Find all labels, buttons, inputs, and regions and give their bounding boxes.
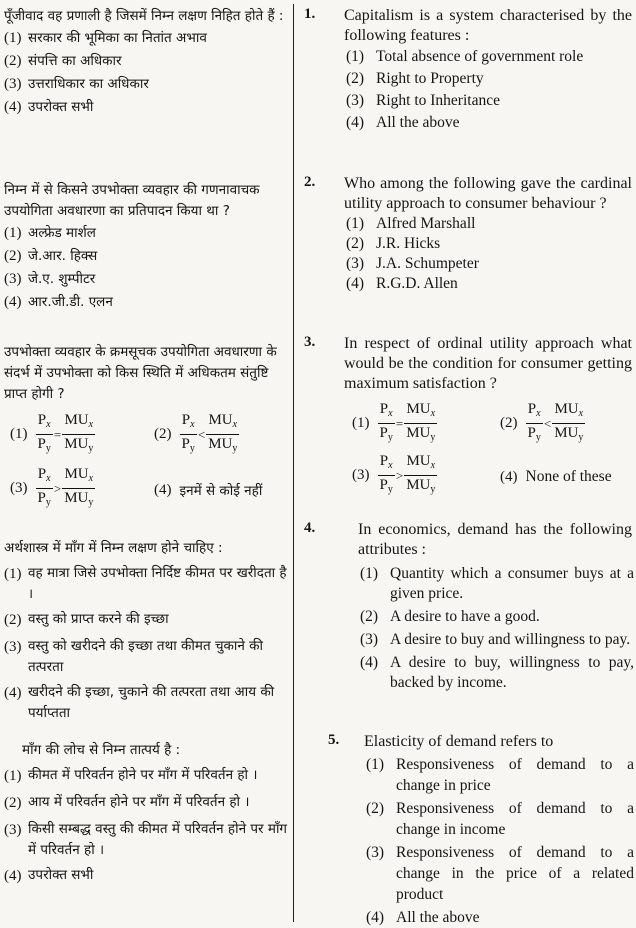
option-3: (3) A desire to buy and willingness to pay. (360, 631, 631, 648)
option-1: (1) $\frac{P_x}{P_y}$ = $\frac{MU_x}{MU_y}$ (352, 400, 437, 447)
option-3: (3) वस्तु को खरीदने की इच्छा तथा कीमत चुकाने की तत्परता (4, 638, 264, 675)
option-1: (1) कीमत में परिवर्तन होने पर माँग में परिवर्तन हो । (4, 767, 258, 784)
option-2: (2) $\frac{P_x}{P_y}$ < $\frac{MU_x}{MU_y}$ (154, 411, 239, 458)
option-2: (2) Responsiveness of demand to a change in income (366, 800, 634, 838)
question-text: निम्न में से किसने उपभोक्ता व्यवहार की गणनावाचक उपयोगिता अवधारणा का प्रतिपादन किया था ? (4, 182, 260, 219)
question-text: In respect of ordinal utility approach what would be the condition for consumer getting maximum satisfaction ? (344, 335, 632, 392)
hindi-question-1 (4, 6, 290, 119)
option-1: (1) Total absence of government role (346, 48, 584, 65)
option-2: (2) वस्तु को प्राप्त करने की इच्छा (4, 611, 169, 628)
price-ratio: $\frac{P_x}{P_y}$ (37, 412, 51, 454)
option-4: (4) None of these (500, 468, 612, 485)
question-text: अर्थशास्त्र में माँग में निम्न लक्षण होने चाहिए : (4, 540, 223, 556)
mu-ratio: $\frac{MU_x}{MU_y}$ (406, 453, 436, 495)
question-number: 1. (304, 6, 316, 22)
option-1: (1) Responsiveness of demand to a change in price (366, 756, 634, 794)
option-1: (1) सरकार की भूमिका का नितांत अभाव (4, 30, 207, 46)
question-number: 4. (304, 520, 316, 536)
option-3: (3) किसी सम्बद्ध वस्तु की कीमत में परिवर्तन होने पर माँग में परिवर्तन हो । (4, 821, 288, 858)
option-2: (2) आय में परिवर्तन होने पर माँग में परिवर्तन हो । (4, 794, 250, 811)
question-number: 5. (328, 732, 340, 748)
option-4: (4) All the above (346, 114, 460, 131)
hindi-question-4 (4, 538, 290, 724)
option-4: (4) उपरोक्त सभी (4, 99, 94, 115)
option-4: (4) A desire to buy, willingness to pay, backed by income. (360, 654, 634, 691)
question-text: माँग की लोच से निम्न तात्पर्य है : (22, 742, 181, 758)
option-3: (3) जे.ए. शुम्पीटर (4, 271, 96, 287)
column-divider (293, 4, 294, 922)
english-question-1 (304, 6, 634, 134)
english-column (304, 2, 634, 926)
option-1: (1) $\frac{P_x}{P_y}$ = $\frac{MU_x}{MU_y}$ (10, 411, 95, 458)
option-1: (1) Quantity which a consumer buys at a given price. (360, 565, 634, 602)
english-question-3 (304, 334, 634, 504)
question-text: उपभोक्ता व्यवहार के क्रमसूचक उपयोगिता अवधारणा के संदर्भ में उपभोक्ता को किस स्थिति में अधिकतम संतुष्टि प्राप्त होगी ? (4, 344, 277, 402)
option-4: (4) आर.जी.डी. एलन (4, 294, 113, 310)
option-2: (2) A desire to have a good. (360, 608, 540, 625)
english-question-2 (304, 174, 634, 294)
question-text: Who among the following gave the cardinal utility approach to consumer behaviour ? (344, 175, 632, 212)
option-4: (4) उपरोक्त सभी (4, 867, 94, 884)
option-4: (4) All the above (366, 909, 480, 926)
price-ratio: $\frac{P_x}{P_y}$ (379, 401, 393, 443)
option-3: (3) Responsiveness of demand to a change in the price of a related product (366, 844, 634, 903)
option-2: (2) J.R. Hicks (346, 235, 441, 252)
option-4: (4) R.G.D. Allen (346, 275, 458, 292)
option-3: (3) Right to Inheritance (346, 92, 500, 109)
mu-ratio: $\frac{MU_x}{MU_y}$ (64, 412, 94, 454)
option-3: (3) उत्तराधिकार का अधिकार (4, 76, 149, 92)
price-ratio: $\frac{P_x}{P_y}$ (527, 401, 541, 443)
question-text: पूँजीवाद वह प्रणाली है जिसमें निम्न लक्षण निहित होते हैं : (4, 8, 284, 24)
hindi-question-3 (4, 342, 290, 515)
question-text: Capitalism is a system characterised by the following features : (344, 7, 632, 44)
mu-ratio: $\frac{MU_x}{MU_y}$ (64, 466, 94, 508)
mu-ratio: $\frac{MU_x}{MU_y}$ (208, 412, 238, 454)
formula-options (352, 394, 634, 504)
option-1: (1) वह मात्रा जिसे उपभोक्ता निर्दिष्ट कीमत पर खरीदता है । (4, 565, 287, 602)
question-text: In economics, demand has the following attributes : (358, 521, 632, 558)
english-question-4 (304, 520, 634, 693)
mu-ratio: $\frac{MU_x}{MU_y}$ (406, 401, 436, 443)
question-text: Elasticity of demand refers to (364, 733, 554, 750)
option-4: (4) खरीदने की इच्छा, चुकाने की तत्परता तथा आय की पर्याप्तता (4, 684, 275, 721)
option-4: (4) इनमें से कोई नहीं (154, 481, 263, 499)
option-2: (2) Right to Property (346, 70, 484, 87)
price-ratio: $\frac{P_x}{P_y}$ (37, 466, 51, 508)
mu-ratio: $\frac{MU_x}{MU_y}$ (554, 401, 584, 443)
option-2: (2) जे.आर. हिक्स (4, 248, 98, 264)
option-2: (2) संपत्ति का अधिकार (4, 53, 122, 69)
option-2: (2) $\frac{P_x}{P_y}$ < $\frac{MU_x}{MU_y}$ (500, 400, 585, 447)
option-3: (3) $\frac{P_x}{P_y}$ > $\frac{MU_x}{MU_y}$ (352, 452, 437, 499)
option-1: (1) Alfred Marshall (346, 215, 476, 232)
option-1: (1) अल्फ्रेड मार्शल (4, 225, 96, 241)
hindi-column (4, 6, 290, 921)
option-3: (3) J.A. Schumpeter (346, 255, 479, 272)
formula-options (4, 405, 290, 515)
option-3: (3) $\frac{P_x}{P_y}$ > $\frac{MU_x}{MU_y}$ (10, 465, 95, 512)
question-number: 2. (304, 174, 316, 190)
price-ratio: $\frac{P_x}{P_y}$ (379, 453, 393, 495)
question-number: 3. (304, 334, 316, 350)
price-ratio: $\frac{P_x}{P_y}$ (181, 412, 195, 454)
hindi-question-5 (4, 740, 290, 888)
english-question-5 (304, 732, 634, 928)
hindi-question-2 (4, 180, 290, 314)
